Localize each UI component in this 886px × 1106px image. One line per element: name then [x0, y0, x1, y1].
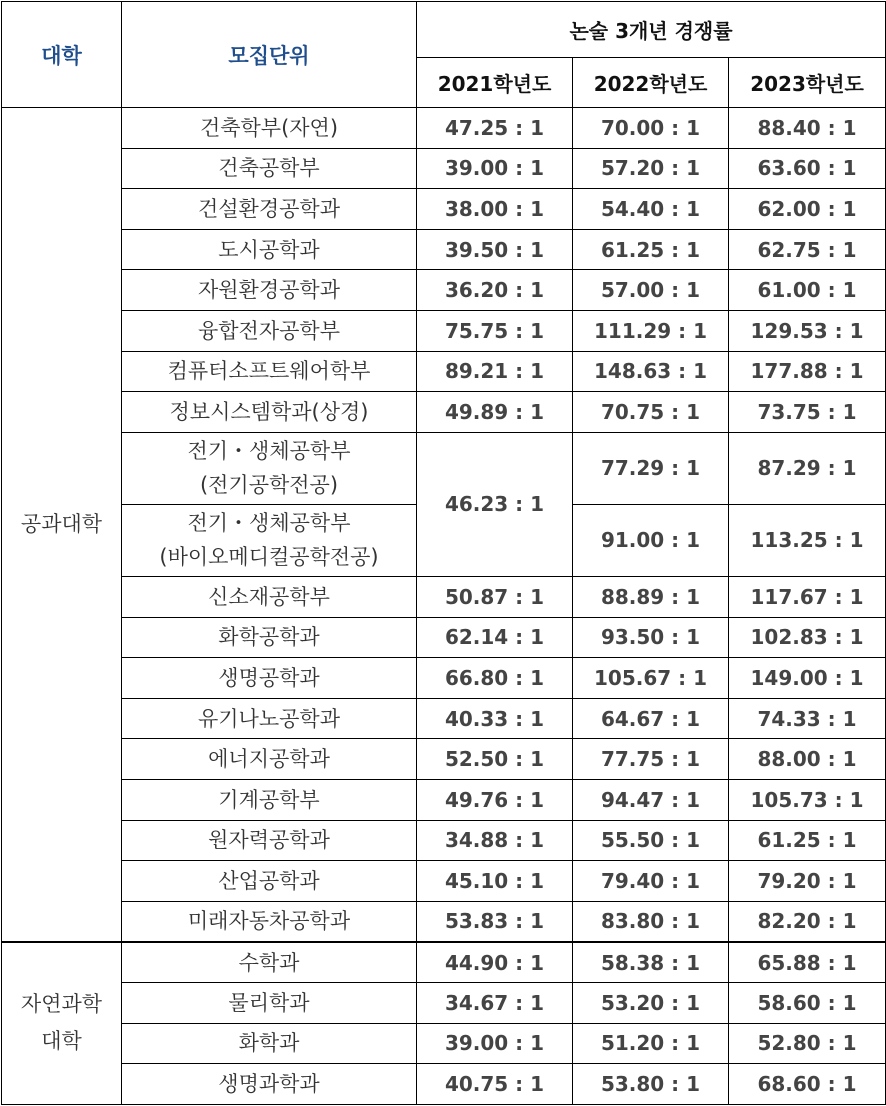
unit-name: 물리학과 — [122, 983, 417, 1024]
rate-2023: 117.67 : 1 — [729, 576, 886, 617]
unit-name: 건설환경공학과 — [122, 189, 417, 230]
rate-2022: 79.40 : 1 — [573, 861, 729, 902]
rate-2021: 53.83 : 1 — [417, 901, 573, 942]
rate-2023: 68.60 : 1 — [729, 1064, 886, 1105]
rate-2023: 62.75 : 1 — [729, 229, 886, 270]
rate-2022: 77.29 : 1 — [573, 432, 729, 504]
table-row — [2, 108, 886, 149]
rate-2021: 40.75 : 1 — [417, 1064, 573, 1105]
unit-name — [122, 504, 417, 576]
rate-2022: 93.50 : 1 — [573, 617, 729, 658]
rate-2023: 61.00 : 1 — [729, 270, 886, 311]
unit-header: 모집단위 — [122, 2, 417, 108]
table-row — [2, 189, 886, 230]
rate-2022: 57.00 : 1 — [573, 270, 729, 311]
rate-2021: 50.87 : 1 — [417, 576, 573, 617]
rate-2022: 91.00 : 1 — [573, 504, 729, 576]
rate-2023: 129.53 : 1 — [729, 311, 886, 352]
table-row — [2, 270, 886, 311]
rate-2021: 38.00 : 1 — [417, 189, 573, 230]
rate-2021: 52.50 : 1 — [417, 739, 573, 780]
rate-2023: 79.20 : 1 — [729, 861, 886, 902]
table-row — [2, 432, 886, 504]
college-header: 대학 — [2, 2, 122, 108]
table-row — [2, 229, 886, 270]
table-row — [2, 1064, 886, 1105]
rate-2022: 54.40 : 1 — [573, 189, 729, 230]
rate-2021: 39.00 : 1 — [417, 148, 573, 189]
unit-name: 산업공학과 — [122, 861, 417, 902]
unit-name: 건축학부(자연) — [122, 108, 417, 149]
table-row — [2, 658, 886, 699]
rate-2021: 49.89 : 1 — [417, 392, 573, 433]
table-row — [2, 698, 886, 739]
rate-2022: 53.20 : 1 — [573, 983, 729, 1024]
rate-2023: 65.88 : 1 — [729, 942, 886, 983]
unit-name-line1: 전기・생체공학부 — [187, 511, 351, 536]
table-row — [2, 351, 886, 392]
unit-name: 에너지공학과 — [122, 739, 417, 780]
unit-name: 건축공학부 — [122, 148, 417, 189]
rate-2023: 63.60 : 1 — [729, 148, 886, 189]
rate-2023: 62.00 : 1 — [729, 189, 886, 230]
college-name-line2: 대학 — [41, 1029, 82, 1054]
rate-2023: 82.20 : 1 — [729, 901, 886, 942]
rate-2021: 34.88 : 1 — [417, 820, 573, 861]
rate-2021: 36.20 : 1 — [417, 270, 573, 311]
rate-2022: 51.20 : 1 — [573, 1023, 729, 1064]
unit-name: 정보시스템학과(상경) — [122, 392, 417, 433]
unit-name-line1: 전기・생체공학부 — [187, 439, 351, 464]
unit-name: 생명과학과 — [122, 1064, 417, 1105]
rate-2023: 74.33 : 1 — [729, 698, 886, 739]
rate-2022: 77.75 : 1 — [573, 739, 729, 780]
table-row — [2, 148, 886, 189]
rate-2021: 34.67 : 1 — [417, 983, 573, 1024]
rate-2023: 88.00 : 1 — [729, 739, 886, 780]
college-name-line1: 자연과학 — [20, 992, 103, 1017]
rate-2023: 73.75 : 1 — [729, 392, 886, 433]
rate-2023: 105.73 : 1 — [729, 780, 886, 821]
year-header-2022: 2022학년도 — [573, 58, 729, 108]
unit-name: 수학과 — [122, 942, 417, 983]
rate-2023: 87.29 : 1 — [729, 432, 886, 504]
college-name — [2, 942, 122, 1105]
rate-2021: 66.80 : 1 — [417, 658, 573, 699]
unit-name-line2: (바이오메디컬공학전공) — [159, 545, 379, 570]
rate-2023: 61.25 : 1 — [729, 820, 886, 861]
unit-name: 화학공학과 — [122, 617, 417, 658]
header-row-1 — [2, 2, 886, 58]
rate-2023: 58.60 : 1 — [729, 983, 886, 1024]
rate-2023: 102.83 : 1 — [729, 617, 886, 658]
rate-2022: 64.67 : 1 — [573, 698, 729, 739]
rate-2021: 45.10 : 1 — [417, 861, 573, 902]
unit-name: 융합전자공학부 — [122, 311, 417, 352]
rate-2022: 148.63 : 1 — [573, 351, 729, 392]
rate-2022: 53.80 : 1 — [573, 1064, 729, 1105]
rate-2022: 70.00 : 1 — [573, 108, 729, 149]
rate-2021: 49.76 : 1 — [417, 780, 573, 821]
year-header-2023: 2023학년도 — [729, 58, 886, 108]
unit-name: 컴퓨터소프트웨어학부 — [122, 351, 417, 392]
unit-name — [122, 432, 417, 504]
rate-2022: 105.67 : 1 — [573, 658, 729, 699]
rate-2021: 62.14 : 1 — [417, 617, 573, 658]
table-row — [2, 901, 886, 942]
year-header-2021: 2021학년도 — [417, 58, 573, 108]
competition-rate-table — [1, 1, 886, 1105]
rate-2021: 40.33 : 1 — [417, 698, 573, 739]
table-row — [2, 311, 886, 352]
table-row — [2, 942, 886, 983]
table-row — [2, 392, 886, 433]
table-row — [2, 576, 886, 617]
rate-2022: 55.50 : 1 — [573, 820, 729, 861]
unit-name: 생명공학과 — [122, 658, 417, 699]
rate-2022: 57.20 : 1 — [573, 148, 729, 189]
rate-2021: 39.00 : 1 — [417, 1023, 573, 1064]
rate-2023: 52.80 : 1 — [729, 1023, 886, 1064]
rate-2023: 177.88 : 1 — [729, 351, 886, 392]
rate-2022: 83.80 : 1 — [573, 901, 729, 942]
rate-2022: 70.75 : 1 — [573, 392, 729, 433]
rate-2022: 111.29 : 1 — [573, 311, 729, 352]
table-row — [2, 820, 886, 861]
unit-name: 도시공학과 — [122, 229, 417, 270]
rate-2022: 88.89 : 1 — [573, 576, 729, 617]
rate-group-header: 논술 3개년 경쟁률 — [417, 2, 886, 58]
rate-2021: 44.90 : 1 — [417, 942, 573, 983]
college-name: 공과대학 — [2, 108, 122, 942]
table-row — [2, 983, 886, 1024]
table-row — [2, 861, 886, 902]
rate-2021: 75.75 : 1 — [417, 311, 573, 352]
rate-2021: 47.25 : 1 — [417, 108, 573, 149]
rate-2022: 94.47 : 1 — [573, 780, 729, 821]
unit-name: 유기나노공학과 — [122, 698, 417, 739]
rate-2023: 113.25 : 1 — [729, 504, 886, 576]
rate-2021-merged: 46.23 : 1 — [417, 432, 573, 576]
table-row — [2, 780, 886, 821]
rate-2022: 61.25 : 1 — [573, 229, 729, 270]
unit-name: 원자력공학과 — [122, 820, 417, 861]
rate-2021: 39.50 : 1 — [417, 229, 573, 270]
rate-2022: 58.38 : 1 — [573, 942, 729, 983]
unit-name: 미래자동차공학과 — [122, 901, 417, 942]
rate-2023: 149.00 : 1 — [729, 658, 886, 699]
unit-name: 기계공학부 — [122, 780, 417, 821]
table-row — [2, 739, 886, 780]
table-row — [2, 1023, 886, 1064]
table-row — [2, 617, 886, 658]
rate-2021: 89.21 : 1 — [417, 351, 573, 392]
unit-name-line2: (전기공학전공) — [199, 473, 339, 498]
unit-name: 신소재공학부 — [122, 576, 417, 617]
rate-2023: 88.40 : 1 — [729, 108, 886, 149]
unit-name: 자원환경공학과 — [122, 270, 417, 311]
unit-name: 화학과 — [122, 1023, 417, 1064]
